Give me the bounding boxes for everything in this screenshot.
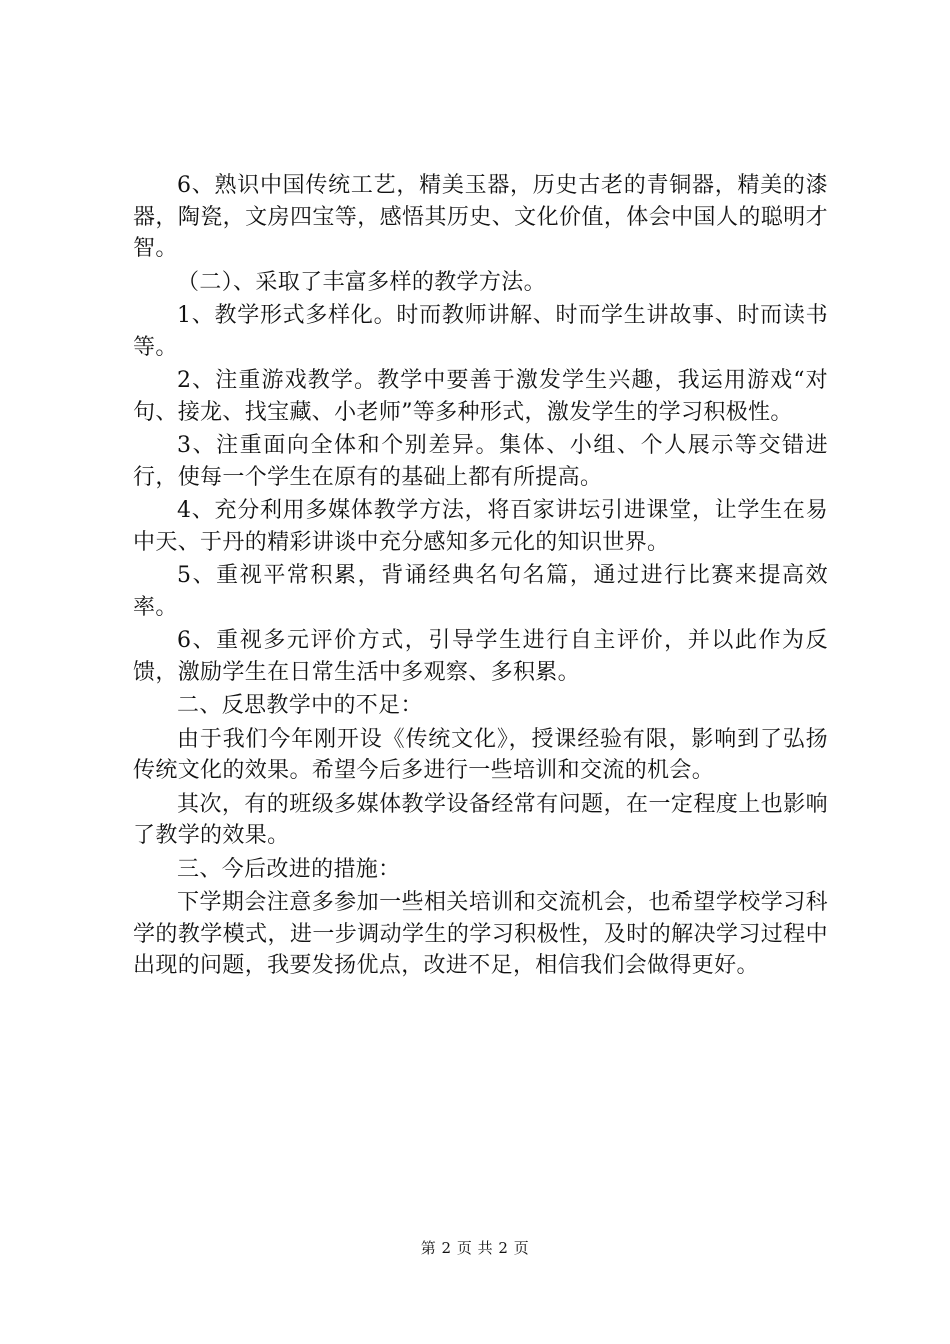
section-heading-improvements: 三、今后改进的措施： — [177, 856, 401, 882]
paragraph-method-4: 4、充分利用多媒体教学方法，将百家讲坛引进课堂，让学生在易中天、于丹的精彩讲谈中充分感知多元化的知识世界。 — [133, 498, 828, 555]
paragraph-traditional-crafts: 6、熟识中国传统工艺，精美玉器，历史古老的青铜器，精美的漆器，陶瓷，文房四宝等，感悟其历史、文化价值，体会中国人的聪明才智。 — [133, 173, 828, 261]
paragraph-method-6: 6、重视多元评价方式，引导学生进行自主评价，并以此作为反馈，激励学生在日常生活中多观察、多积累。 — [133, 628, 828, 685]
page-number-footer: 第 2 页 共 2 页 — [420, 1239, 530, 1257]
section-heading-teaching-methods: （二）、采取了丰富多样的教学方法。 — [177, 269, 546, 295]
document-body — [133, 170, 828, 984]
paragraph-method-5: 5、重视平常积累，背诵经典名句名篇，通过进行比赛来提高效率。 — [133, 563, 828, 620]
paragraph-method-1: 1、教学形式多样化。时而教师讲解、时而学生讲故事、时而读书等。 — [133, 303, 828, 360]
paragraph-shortcoming-2: 其次，有的班级多媒体教学设备经常有问题，在一定程度上也影响了教学的效果。 — [133, 791, 828, 848]
paragraph-method-2: 2、注重游戏教学。教学中要善于激发学生兴趣，我运用游戏“对句、接龙、找宝藏、小老师”等多种形式，激发学生的学习积极性。 — [133, 368, 828, 425]
section-heading-shortcomings: 二、反思教学中的不足： — [177, 693, 423, 718]
paragraph-improvements: 下学期会注意多参加一些相关培训和交流机会，也希望学校学习科学的教学模式，进一步调动学生的学习积极性，及时的解决学习过程中出现的问题，我要发扬优点，改进不足，相信我们会做得更好。 — [133, 890, 828, 978]
paragraph-shortcoming-1: 由于我们今年刚开设《传统文化》，授课经验有限，影响到了弘扬传统文化的效果。希望今后多进行一些培训和交流的机会。 — [133, 726, 828, 783]
paragraph-method-3: 3、注重面向全体和个别差异。集体、小组、个人展示等交错进行，使每一个学生在原有的基础上都有所提高。 — [133, 433, 828, 490]
